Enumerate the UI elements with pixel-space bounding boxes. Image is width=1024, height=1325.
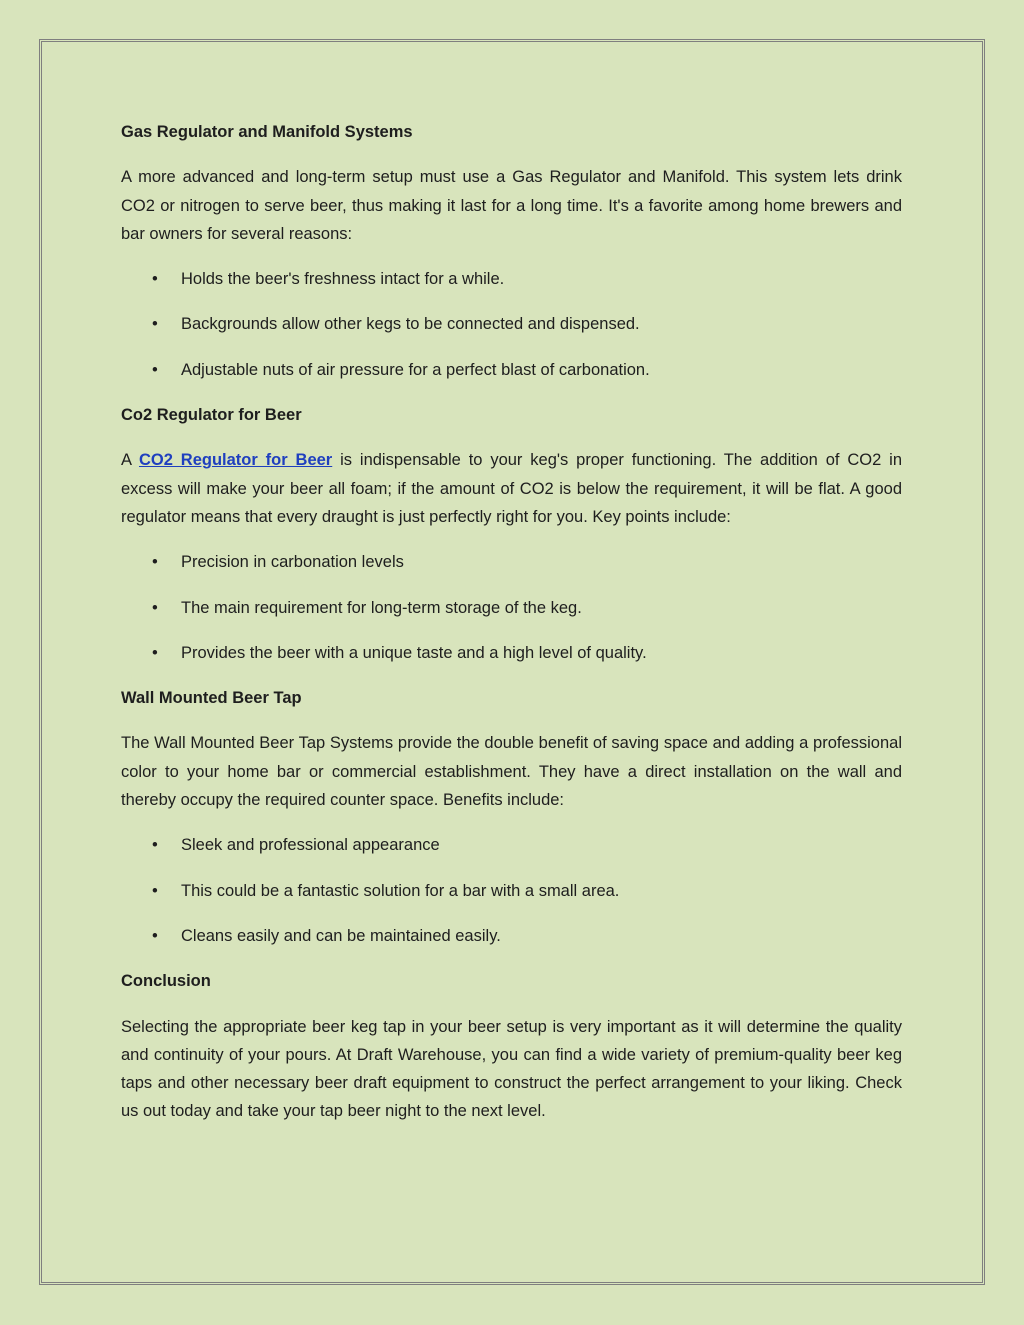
bullet-text: Precision in carbonation levels	[181, 553, 404, 572]
bullet-dot: •	[152, 643, 158, 662]
bullet-list	[121, 265, 902, 384]
co2-regulator-link[interactable]: CO2 Regulator for Beer	[138, 451, 333, 470]
bullet-item	[121, 265, 902, 293]
section-gas-regulator	[121, 118, 902, 384]
bullet-text: Adjustable nuts of air pressure for a perfect blast of carbonation.	[181, 360, 650, 379]
bullet-list	[121, 548, 902, 667]
bullet-text: Provides the beer with a unique taste and a high level of quality.	[181, 643, 647, 662]
section-heading: Wall Mounted Beer Tap	[121, 689, 302, 708]
bullet-dot: •	[152, 270, 158, 289]
bullet-dot: •	[152, 598, 158, 617]
bullet-text: Backgrounds allow other kegs to be connected and dispensed.	[181, 315, 640, 334]
section-paragraph: Selecting the appropriate beer keg tap in your beer setup is very important as it will determine the quality and continuity of your pours. At Draft Warehouse, you can find a wide variety of premium-quality beer keg taps and other necessary beer draft equipment to construct the perfect arrangement to your liking. Check us out today and take your tap beer night to the next level.	[121, 1017, 902, 1121]
bullet-dot: •	[152, 926, 158, 945]
section-heading: Conclusion	[121, 972, 211, 991]
bullet-dot: •	[152, 360, 158, 379]
bullet-text: Holds the beer's freshness intact for a while.	[181, 270, 505, 289]
bullet-item	[121, 639, 902, 667]
bullet-item	[121, 310, 902, 338]
bullet-item	[121, 356, 902, 384]
bullet-list	[121, 831, 902, 950]
section-paragraph: A more advanced and long-term setup must use a Gas Regulator and Manifold. This system lets drink CO2 or nitrogen to serve beer, thus making it last for a long time. It's a favorite among home brewers and bar owners for several reasons:	[121, 168, 902, 243]
bullet-text: Cleans easily and can be maintained easily.	[181, 926, 501, 945]
bullet-item	[121, 594, 902, 622]
bullet-item	[121, 831, 902, 859]
bullet-dot: •	[152, 553, 158, 572]
bullet-item	[121, 548, 902, 576]
section-paragraph: The Wall Mounted Beer Tap Systems provide the double benefit of saving space and adding a professional color to your home bar or commercial establishment. They have a direct installation on the wall and thereby occupy the required counter space. Benefits include:	[121, 734, 902, 810]
bullet-text: The main requirement for long-term storage of the keg.	[181, 598, 582, 617]
document-body	[121, 118, 902, 1143]
bullet-text: This could be a fantastic solution for a bar with a small area.	[181, 881, 620, 900]
section-wall-mounted-tap	[121, 684, 902, 950]
section-co2-regulator	[121, 401, 902, 667]
bullet-dot: •	[152, 836, 158, 855]
paragraph-suffix: is indispensable to your keg's proper functioning. The addition of CO2 in excess will make your beer all foam; if the amount of CO2 is below the requirement, it will be flat. A good regulator means that every draught is just perfectly right for you. Key points include:	[121, 451, 902, 526]
section-conclusion	[121, 967, 902, 1125]
paragraph-prefix: A	[121, 451, 139, 470]
bullet-text: Sleek and professional appearance	[181, 836, 440, 855]
bullet-dot: •	[152, 315, 158, 334]
bullet-dot: •	[152, 881, 158, 900]
bullet-item	[121, 922, 902, 950]
section-heading: Gas Regulator and Manifold Systems	[121, 123, 413, 141]
section-paragraph	[121, 446, 902, 531]
section-heading: Co2 Regulator for Beer	[121, 406, 302, 425]
bullet-item	[121, 877, 902, 905]
